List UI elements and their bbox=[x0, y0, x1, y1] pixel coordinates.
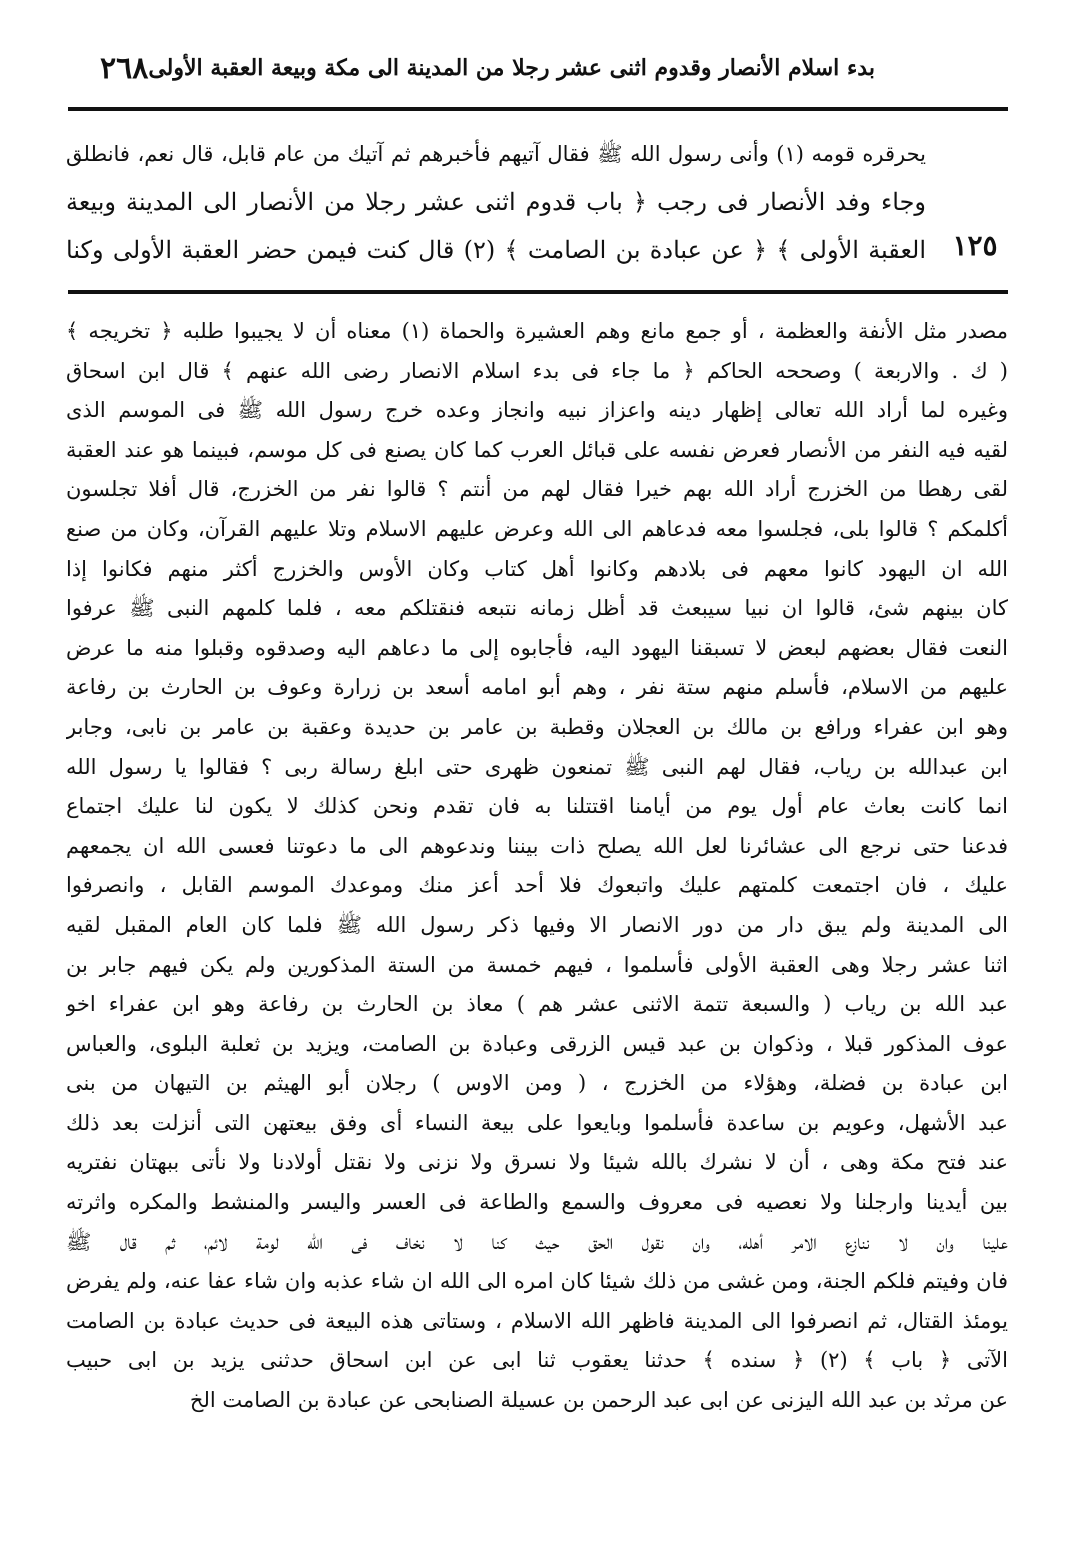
footnote-line: أكلمكم ؟ قالوا بلى، فجلسوا معه فدعاهم الى الله وعرض عليهم الاسلام وتلا عليهم القرآن، وكان من صنع bbox=[66, 516, 1008, 541]
footnote-separator bbox=[68, 290, 1008, 294]
footnote-line: عبد الأشهل، وعويم بن ساعدة فأسلموا وبايعوا على بيعة النساء أى وفق بيعتهن التى أنزلت بعد ذلك bbox=[66, 1110, 1008, 1135]
footnote-line: ( ك . والاربعة ) وصححه الحاكم ﴿ ما جاء فى بدء اسلام الانصار رضى الله عنهم ﴾ قال ابن اسحاق bbox=[66, 358, 1008, 383]
footnote-line: الله ان اليهود كانوا معهم فى بلادهم وكانوا أهل كتاب وكان الأوس والخزرج أكثر منهم فكانوا إذا bbox=[66, 556, 1008, 581]
footnote-line: علينا وان لا ننازع الامر أهله، وان نقول الحق حيث كنا لا نخاف فى الله لومة لائم، ثم قال ﷺ bbox=[66, 1229, 1008, 1254]
footnote-line: بين أيدينا وارجلنا ولا نعصيه فى معروف والسمع والطاعة فى العسر واليسر والمنشط والمكره واثرته bbox=[66, 1190, 1008, 1215]
page-number: ٢٦٨ bbox=[100, 50, 149, 86]
footnote-line: عبد الله بن رياب ( والسبعة تتمة الاثنى عشر هم ) معاذ بن الحارث بن رفاعة وهو ابن عفراء اخو bbox=[66, 992, 1008, 1017]
footnote-line: مصدر مثل الأنفة والعظمة ، أو جمع مانع وهم العشيرة والحماة (١) معناه أن لا يجيبوا طلبه ﴿ تخريجه ﴾ bbox=[66, 319, 1008, 343]
footnote-line: عن مرثد بن عبد الله اليزنى عن ابى عبد الرحمن بن عسيلة الصنابحى عن عبادة بن الصامت الخ bbox=[189, 1388, 1008, 1413]
footnote-line: ابن عبدالله بن رياب، فقال لهم النبى ﷺ تمنعون ظهرى حتى ابلغ رسالة ربى ؟ فقالوا يا رسول الله bbox=[66, 754, 1008, 779]
footnote-line: النعت فقال بعضهم لبعض لا تسبقنا اليهود اليه، فأجابوه إلى ما دعاهم اليه وصدقوه وقبلوا منه ما عرض bbox=[66, 635, 1008, 660]
footnote-line: عوف المذكور قبلا ، وذكوان بن عبد قيس الزرقى وعبادة بن الصامت، ويزيد بن ثعلبة البلوى، والعباس bbox=[66, 1031, 1008, 1056]
footnote-line: وهو ابن عفراء ورافع بن مالك بن العجلان وقطبة بن عامر بن حديدة وعقبة بن عامر بن نابى، وجابر bbox=[66, 714, 1008, 739]
running-header bbox=[80, 48, 1000, 88]
main-text-line: وجاء وفد الأنصار فى رجب ﴿ باب قدوم اثنى عشر رجلا من الأنصار الى المدينة وبيعة bbox=[66, 188, 926, 216]
footnote-line: وغيره لما أراد الله تعالى إظهار دينه واعزاز نبيه وانجاز وعده خرج رسول الله ﷺ فى الموسم الذى bbox=[66, 398, 1008, 423]
footnote-line: عليهم من الاسلام، فأسلم منهم ستة نفر ، وهم أبو امامه أسعد بن زرارة وعوف بن الحارث بن رفاعة bbox=[66, 675, 1008, 700]
footnote-line: عند فتح مكة وهى ، أن لا نشرك بالله شيئا ولا نسرق ولا نزنى ولا نقتل أولادنا ولا نأتى ببهتان نفتريه bbox=[66, 1150, 1008, 1175]
footnote-line: الى المدينة ولم يبق دار من دور الانصار الا وفيها ذكر رسول الله ﷺ فلما كان العام المقبل لقيه bbox=[66, 912, 1008, 937]
footnote-line: فان وفيتم فلكم الجنة، ومن غشى من ذلك شيئا كان امره الى الله ان شاء عذبه وان شاء عفا عنه، ولم يفرض bbox=[66, 1269, 1008, 1294]
hadith-number: ١٢٥ bbox=[952, 229, 998, 262]
footnote-line: عليك ، فان اجتمعت كلمتهم عليك واتبعوك فلا أحد أعز منك وموعدك الموسم القابل ، وانصرفوا bbox=[66, 873, 1008, 898]
footnote-line: ابن عبادة بن فضلة، وهؤلاء من الخزرج ، ( ومن الاوس ) رجلان أبو الهيثم بن التيهان من بنى bbox=[66, 1071, 1008, 1096]
footnote-line: فدعنا حتى نرجع الى عشائرنا لعل الله يصلح ذات بيننا وندعوهم الى ما دعوتنا فعسى الله ان يجمعهم bbox=[66, 833, 1008, 858]
footnotes bbox=[66, 312, 1008, 1421]
footnote-line: انما كانت بعاث عام أول يوم من أيامنا اقتتلنا به فان تقدم ونحن كذلك لا يكون لنا عليك اجتماع bbox=[66, 794, 1008, 819]
footnote-line: اثنا عشر رجلا وهى العقبة الأولى فأسلموا ، فيهم خمسة من الستة المذكورين ولم يكن فيهم جابر بن bbox=[66, 952, 1008, 977]
main-text-line: يحرقره قومه (١) وأنى رسول الله ﷺ فقال آتيهم فأخبرهم ثم آتيك من عام قابل، قال نعم، فانطلق bbox=[66, 142, 926, 166]
footnote-line: لقيه فيه النفر من الأنصار فعرض نفسه على قبائل العرب كما كان يصنع فى كل موسم، فبينما هو عند العقبة bbox=[66, 437, 1008, 462]
footnote-line: كان بينهم شئ، قالوا ان نبيا سيبعث قد أظل زمانه نتبعه فنقتلكم معه ، فلما كلمهم النبى ﷺ عرفوا bbox=[66, 596, 1008, 621]
footnote-line: لقى رهطا من الخزرج أراد الله بهم خيرا فقال لهم من أنتم ؟ قالوا نفر من الخزرج، قال أفلا تجلسون bbox=[66, 477, 1008, 502]
main-text bbox=[66, 130, 926, 274]
footnote-line: الآتى ﴿ باب ﴾ (٢) ﴿ سنده ﴾ حدثنا يعقوب ثنا ابى عن ابن اسحاق حدثنى يزيد بن ابى حبيب bbox=[66, 1348, 1008, 1373]
header-rule bbox=[68, 107, 1008, 111]
running-title: بدء اسلام الأنصار وقدوم اثنى عشر رجلا من المدينة الى مكة وبيعة العقبة الأولى bbox=[148, 55, 875, 81]
footnote-line: يومئذ القتال، ثم انصرفوا الى المدينة فاظهر الله الاسلام ، وستاتى هذه البيعة فى حديث عبادة بن الصامت bbox=[66, 1308, 1008, 1333]
main-text-line: العقبة الأولى ﴾ ﴿ عن عبادة بن الصامت ﴾ (٢) قال كنت فيمن حضر العقبة الأولى وكنا bbox=[66, 236, 926, 264]
